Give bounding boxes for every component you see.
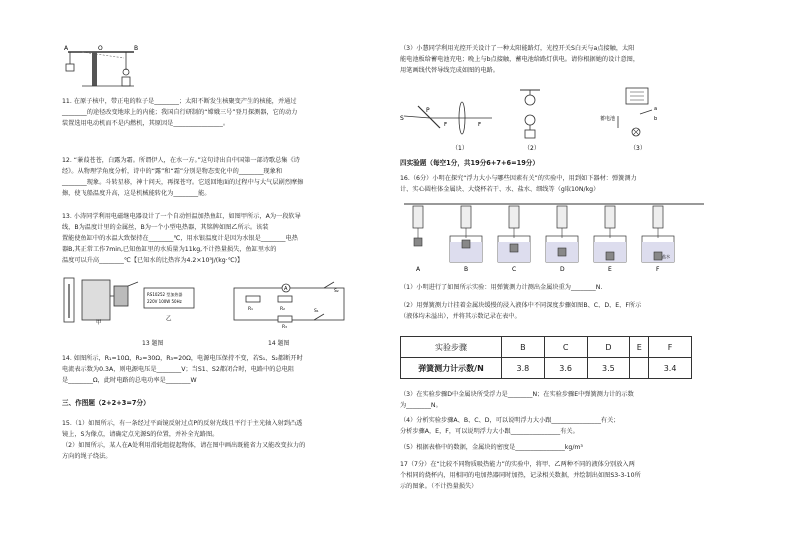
relay-coil [114, 286, 128, 306]
dashed-line [82, 52, 124, 58]
table-step-cell: C [544, 337, 587, 358]
q16-2-line1: （2）用弹簧测力计挂着金属块缓慢的浸入液体中不同深度步骤如图B、C、D、E、F所示 [400, 302, 642, 309]
relay-arm [128, 282, 138, 286]
incident-ray [404, 116, 430, 118]
q15-line3: （2）如图所示，某人在A处利用滑轮组提起物体，请在图中画出既能省力又能改变拉力的 [62, 442, 306, 449]
spring-scale [413, 206, 423, 228]
q16-4-line2: 分析步骤A，E，F，可以说明浮力大小跟________________有关。 [400, 428, 579, 435]
q15-3-line2: 能电池板给蓄电池充电；晚上与b点接触，蓄电池给路灯供电。请你根据她的设计意图， [400, 56, 640, 63]
q16-2-line2: （液体均未溢出），并将其示数记录在表中。 [400, 313, 521, 320]
movable-pulley [525, 115, 535, 125]
switch-s1 [314, 314, 324, 320]
q13-line1: 13. 小涛同学利用电磁继电器设计了一个自动恒温加热鱼缸，如图甲所示，A为一段软导 [62, 213, 301, 220]
q16-line1: 16.（6分）小明在探究“浮力大小与哪些因素有关”的实验中，用到如下器材：弹簧测力 [400, 175, 637, 182]
setup-label: E [608, 266, 612, 273]
resistor-r1 [246, 296, 260, 302]
q16-3b: 为________N。 [400, 402, 442, 409]
q17-line3: 示的图象。（不计热量损失） [400, 483, 478, 490]
q15-line2: 镜上，S为像点，请确定点光源S的位置，并补全光路图。 [62, 431, 219, 438]
fixed-pulley [525, 95, 535, 105]
switch-s2 [324, 282, 334, 288]
fig13-caption: 13 题图 [142, 340, 164, 347]
spring-scale [605, 206, 615, 228]
q15-line4: 方向的绳子绕法。 [62, 453, 112, 460]
label-b: b [654, 116, 658, 122]
q13-line5: 温度可以升高________℃【已知水的比热容为4.2×10³J/(kg·℃)】 [62, 257, 244, 264]
resistor-r3 [278, 316, 292, 322]
q12-line1: 12. “蒹葭苍苍，白露为霜。所谓伊人，在水一方。”这句诗出自中国第一部诗歌总集《诗 [62, 157, 300, 164]
q11-line1: 11. 在原子核中，带正电的粒子是________；太阳不断发生核聚变产生的核能，并通过 [62, 98, 297, 105]
label-a: a [654, 106, 658, 112]
setup-label: A [416, 266, 421, 273]
setup-label: C [512, 266, 517, 273]
label-a: A [64, 45, 69, 52]
q14-line1: 14. 如图所示，R₁=10Ω，R₂=30Ω，R₃=20Ω，电源电压保持不变，若S₁、S₂都断开时 [62, 355, 303, 362]
q15-3-line3: 用笔画线代替导线完成如图的电路。 [400, 67, 499, 74]
spring-scale [557, 206, 567, 228]
q17-line1: 17（7分）在“比较不同物质吸热能力”的实验中，将甲、乙两种不同的液体分别放入两 [400, 461, 635, 468]
data-table [400, 336, 692, 379]
support-post [92, 52, 97, 86]
label-s: S [400, 115, 404, 122]
nameplate-box [144, 288, 194, 308]
circuit-loop [234, 288, 344, 320]
q16-1: （1）小明进行了如图所示实验：用弹簧测力计测出金属块重为________N. [400, 284, 603, 291]
q13-line2: 线，B为温度计里的金属丝，B为一个小型电热器，其铭牌如图乙所示。该装 [62, 224, 269, 231]
table-step-cell: D [587, 337, 630, 358]
fig13-diagram [62, 274, 222, 326]
section4-heading: 四实验题（每空1分，共19分6+7+6=19分） [400, 159, 539, 167]
fig13-label-yi: 乙 [166, 316, 172, 322]
label-p: P [426, 107, 430, 114]
label-r3: R₃ [282, 325, 287, 330]
lever-figure [62, 44, 142, 90]
fig14-circuit [228, 280, 358, 330]
table-row-steps [401, 337, 692, 358]
sub-label-3: （3） [630, 145, 646, 152]
q11-line2: ________的途径改变地球上的内能；我国自行研制的“嫦娥三号”登月探测器，它的动力 [62, 109, 298, 116]
table-head-values: 弹簧测力计示数/N [401, 358, 502, 379]
fig16-buoyancy [404, 200, 704, 274]
fig13-label-jia: 甲 [96, 320, 102, 326]
fig15-diagrams [400, 84, 730, 156]
metal-block [606, 252, 614, 260]
metal-block [414, 238, 422, 246]
q13-line3: 置能使鱼缸中的水温大致保持在________℃，用水银温度计是因为水银是________电热 [62, 235, 298, 242]
q13-line4: 器B,其正常工作7min,已知鱼缸里的水质量为11kg,不计热量损失，鱼缸里水的 [62, 246, 277, 253]
metal-block [462, 240, 470, 248]
label-o: O [98, 45, 103, 52]
nameplate-line1: RS10252 型加热器 [147, 292, 183, 297]
label-f2: F [478, 122, 482, 128]
label-s2: S₂ [334, 289, 339, 294]
resistor-r2 [278, 296, 292, 302]
section3-heading: 三、作图题（2+2+3=7分） [62, 399, 150, 407]
fig14-caption: 14 题图 [268, 340, 290, 347]
table-value-cell [630, 358, 649, 379]
q14-line2: 电流表示数为0.3A，则电源电压是________V；当S1、S2都闭合时，电路中的总电阻 [62, 366, 295, 373]
sub-label-1: （1） [452, 145, 468, 152]
table-value-cell: 3.5 [587, 358, 630, 379]
q17-line2: 个相同的烧杯内，用相同的电加热器同时加热，记录相关数据，并绘制出如图S3-3-10所 [400, 472, 641, 479]
weight-b [122, 77, 130, 86]
label-b: B [134, 45, 139, 52]
setup-label: B [464, 266, 469, 273]
fish-tank [82, 280, 110, 320]
metal-block [654, 252, 662, 260]
table-step-cell: B [502, 337, 545, 358]
q16-line2: 计、实心圆柱体金属块、大烧杯若干、水、盐水、细线等（g取10N/kg） [400, 186, 600, 193]
spring-scale [461, 206, 471, 228]
q12-line4: 擦，使飞船温度升高，这是机械能转化为________能。 [62, 190, 211, 197]
salt-water-label: 盐水 [662, 254, 670, 259]
label-r2: R₂ [280, 307, 285, 312]
table-value-cell: 3.6 [544, 358, 587, 379]
nameplate-line2: 220V 100W 50Hz [147, 299, 182, 304]
light-switch [640, 110, 652, 114]
load-block [525, 130, 535, 138]
q14-line3: 是________Ω，此时电路的总电功率是________W [62, 377, 197, 384]
sub-label-2: （2） [524, 145, 540, 152]
table-value-cell: 3.8 [502, 358, 545, 379]
q12-line2: 经》。从物理学角度分析，诗中的“露”和“霜”分别是物态变化中的________现象和 [62, 168, 283, 175]
spring-scale [653, 206, 663, 228]
q16-4-line1: （4）分析实验步骤A、B、C、D，可以说明浮力大小跟________________有关； [400, 417, 620, 424]
battery-label: 蓄电池 [600, 116, 616, 122]
q15-line1: 15.（1）如图所示，有一条经过平面镜反射过点P的反射光线且平行于主光轴入射到凸透 [62, 420, 303, 427]
table-head-steps: 实验步骤 [401, 337, 502, 358]
table-step-cell: F [649, 337, 692, 358]
metal-block [510, 244, 518, 252]
q11-line3: 装置选用电动机而不是内燃机，其原因是________________。 [62, 120, 230, 127]
table-step-cell: E [630, 337, 649, 358]
ammeter-label: A [284, 286, 288, 292]
label-f1: F [444, 122, 448, 128]
setup-label: F [656, 266, 660, 273]
setup-label: D [560, 266, 565, 273]
table-row-values [401, 358, 692, 379]
q16-3: （3）在实验步骤D中金属块所受浮力是________N；在实验步骤E中弹簧测力计的示数 [400, 391, 634, 398]
label-r1: R₁ [248, 307, 253, 312]
q12-line3: ________现象。斗转星移，神十问天，再探苍穹。它返回地面的过程中与大气层剧烈摩擦 [62, 179, 304, 186]
q16-5: （5）根据表格中的数据，金属块的密度是________________kg/m³ [400, 444, 583, 451]
q15-3-line1: （3）小慧同学利用光控开关设计了一种太阳能路灯，光控开关S白天与a点接触，太阳 [400, 45, 635, 52]
table-value-cell: 3.4 [649, 358, 692, 379]
label-s1: S₁ [314, 309, 319, 314]
weight-a [66, 64, 74, 71]
spring-scale [509, 206, 519, 228]
metal-block [558, 248, 566, 256]
